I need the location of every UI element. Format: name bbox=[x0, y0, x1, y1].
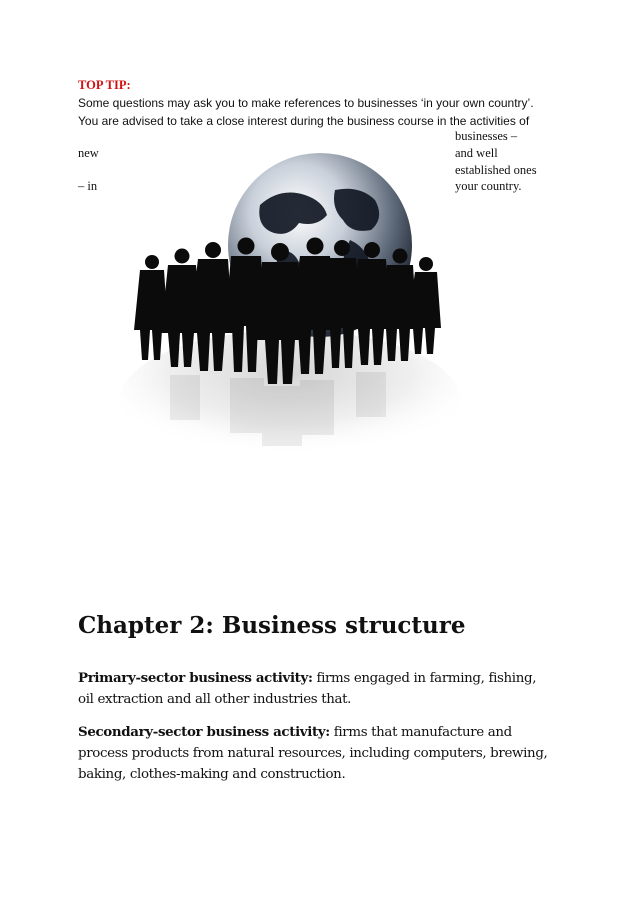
top-tip-title: TOP TIP: bbox=[78, 78, 131, 92]
top-tip-line-2: You are advised to take a close interest during the business course in the activities of bbox=[78, 114, 530, 128]
definition-text: process products from natural resources, including computers, brewing, bbox=[78, 746, 548, 761]
definition-text: firms that manufacture and bbox=[333, 725, 512, 740]
business-people-globe-image bbox=[110, 150, 470, 480]
tip-right-line-1: businesses – bbox=[455, 129, 518, 143]
top-tip-line-1: Some questions may ask you to make references to businesses ‘in your own country’. bbox=[78, 96, 534, 110]
definition-secondary-sector bbox=[78, 722, 568, 785]
tip-left-word-1: new bbox=[78, 146, 99, 160]
definition-text: oil extraction and all other industries that. bbox=[78, 692, 352, 707]
chapter-heading: Chapter 2: Business structure bbox=[78, 612, 466, 639]
tip-right-line-2: and well bbox=[455, 146, 498, 160]
tip-right-line-3: established ones bbox=[455, 163, 537, 177]
person-1 bbox=[134, 255, 168, 360]
tip-left-word-2: – in bbox=[78, 179, 98, 193]
definition-text: firms engaged in farming, fishing, bbox=[316, 671, 537, 686]
definition-text: baking, clothes-making and construction. bbox=[78, 767, 346, 782]
definition-term: Primary-sector business activity: bbox=[78, 670, 313, 686]
top-tip bbox=[78, 76, 568, 130]
business-people-globe-illustration bbox=[110, 150, 470, 480]
definition-term: Secondary-sector business activity: bbox=[78, 724, 330, 740]
tip-right-line-4: your country. bbox=[455, 179, 522, 193]
definition-primary-sector bbox=[78, 668, 568, 710]
